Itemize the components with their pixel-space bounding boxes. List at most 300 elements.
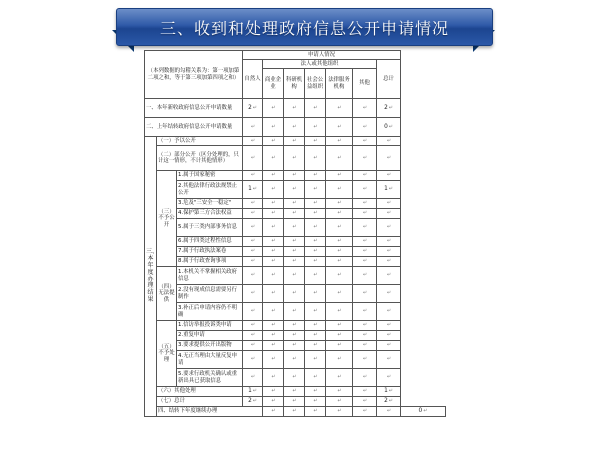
paragraph-mark: ↵ (337, 272, 342, 279)
value-cell (353, 321, 377, 331)
value-cell (284, 219, 305, 237)
paragraph-mark: ↵ (250, 224, 256, 231)
paragraph-mark: ↵ (313, 342, 318, 349)
paragraph-mark: ↵ (386, 172, 392, 179)
paragraph-mark: ↵ (386, 408, 392, 415)
row-label: 四、结转下年度继续办理 (157, 407, 263, 417)
value-cell (263, 181, 284, 199)
table-row (145, 369, 446, 387)
paragraph-mark: ↵ (337, 172, 342, 179)
row-label: 二、上年结转政府信息公开申请数量 (145, 118, 243, 137)
value-cell (243, 137, 263, 146)
paragraph-mark: ↵ (386, 356, 392, 363)
value-cell (377, 369, 401, 387)
row-label: 2.重复申请 (177, 331, 243, 341)
table-row (145, 387, 446, 397)
table-row (145, 285, 446, 303)
value-cell (263, 285, 284, 303)
header-research: 科研机构 (284, 69, 305, 99)
group-label: （四）无法提供 (157, 267, 177, 321)
paragraph-mark: ↵ (292, 154, 297, 161)
value-cell (305, 99, 326, 118)
paragraph-mark: ↵ (362, 186, 368, 193)
paragraph-mark: ↵ (388, 186, 393, 193)
paragraph-mark: ↵ (362, 154, 368, 161)
value-cell (353, 285, 377, 303)
table-row (145, 303, 446, 321)
paragraph-mark: ↵ (292, 272, 297, 279)
paragraph-mark: ↵ (386, 137, 392, 144)
paragraph-mark: ↵ (252, 104, 257, 111)
value-cell (305, 257, 326, 267)
paragraph-mark: ↵ (362, 248, 368, 255)
value-cell (263, 351, 284, 369)
paragraph-mark: ↵ (313, 186, 318, 193)
value-cell (305, 341, 326, 351)
value-cell (353, 387, 377, 397)
paragraph-mark: ↵ (271, 224, 276, 231)
value-cell (263, 331, 284, 341)
value-cell (243, 387, 263, 397)
paragraph-mark: ↵ (271, 290, 276, 297)
paragraph-mark: ↵ (386, 342, 392, 349)
value-cell (353, 171, 377, 181)
paragraph-mark: ↵ (337, 322, 342, 329)
statistics-table-container (144, 50, 446, 417)
paragraph-mark: ↵ (250, 200, 256, 207)
value-cell (326, 407, 353, 417)
value-cell (377, 181, 401, 199)
value-cell (305, 171, 326, 181)
value-cell (243, 369, 263, 387)
value-cell (353, 209, 377, 219)
paragraph-mark: ↵ (250, 172, 256, 179)
paragraph-mark: ↵ (386, 308, 392, 315)
value-cell (243, 171, 263, 181)
table-row (145, 219, 446, 237)
table-row (145, 247, 446, 257)
value-cell (243, 267, 263, 285)
paragraph-mark: ↵ (250, 123, 256, 130)
value-cell (263, 267, 284, 285)
value-cell (243, 99, 263, 118)
value-cell (263, 99, 284, 118)
paragraph-mark: ↵ (337, 123, 342, 130)
value-cell (377, 285, 401, 303)
paragraph-mark: ↵ (362, 290, 368, 297)
row-label: 1.信访举报投诉类申请 (177, 321, 243, 331)
paragraph-mark: ↵ (337, 238, 342, 245)
header-applicant-group: 申请人情况 (243, 51, 401, 60)
paragraph-mark: ↵ (386, 224, 392, 231)
paragraph-mark: ↵ (386, 154, 392, 161)
value-cell (326, 257, 353, 267)
paragraph-mark: ↵ (362, 210, 368, 217)
paragraph-mark: ↵ (250, 342, 256, 349)
value-cell (377, 237, 401, 247)
table-row (145, 331, 446, 341)
row-label: 1.本机关不掌握相关政府信息 (177, 267, 243, 285)
paragraph-mark: ↵ (362, 342, 368, 349)
paragraph-mark: ↵ (313, 272, 318, 279)
value-cell (243, 303, 263, 321)
paragraph-mark: ↵ (386, 238, 392, 245)
value-cell (353, 137, 377, 146)
value-cell (263, 237, 284, 247)
paragraph-mark: ↵ (271, 154, 276, 161)
value-cell (263, 219, 284, 237)
value-cell (326, 99, 353, 118)
table-row (145, 257, 446, 267)
value-cell (353, 267, 377, 285)
paragraph-mark: ↵ (337, 388, 342, 395)
paragraph-mark: ↵ (292, 356, 297, 363)
value-cell (263, 303, 284, 321)
cell-value: 1 (384, 388, 388, 395)
paragraph-mark: ↵ (386, 248, 392, 255)
value-cell (243, 181, 263, 199)
value-cell (326, 397, 353, 407)
paragraph-mark: ↵ (292, 172, 297, 179)
value-cell (377, 209, 401, 219)
statistics-table (144, 50, 446, 417)
value-cell (353, 118, 377, 137)
value-cell (284, 99, 305, 118)
paragraph-mark: ↵ (386, 272, 392, 279)
paragraph-mark: ↵ (250, 238, 256, 245)
paragraph-mark: ↵ (423, 408, 428, 415)
paragraph-mark: ↵ (362, 332, 368, 339)
paragraph-mark: ↵ (313, 224, 318, 231)
paragraph-mark: ↵ (337, 290, 342, 297)
value-cell (305, 118, 326, 137)
paragraph-mark: ↵ (362, 224, 368, 231)
paragraph-mark: ↵ (292, 290, 297, 297)
value-cell (353, 303, 377, 321)
paragraph-mark: ↵ (292, 137, 297, 144)
paragraph-mark: ↵ (386, 374, 392, 381)
value-cell (353, 369, 377, 387)
paragraph-mark: ↵ (292, 248, 297, 255)
value-cell (263, 397, 284, 407)
paragraph-mark: ↵ (313, 172, 318, 179)
row-label: 5.属于三类内部事务信息 (177, 219, 243, 237)
paragraph-mark: ↵ (362, 272, 368, 279)
value-cell (377, 199, 401, 209)
value-cell (284, 137, 305, 146)
value-cell (377, 171, 401, 181)
value-cell (243, 331, 263, 341)
paragraph-mark: ↵ (362, 374, 368, 381)
value-cell (284, 285, 305, 303)
value-cell (377, 247, 401, 257)
value-cell (243, 351, 263, 369)
row-label: （六）其他处理 (157, 387, 243, 397)
paragraph-mark: ↵ (337, 224, 342, 231)
value-cell (284, 407, 305, 417)
value-cell (353, 331, 377, 341)
paragraph-mark: ↵ (250, 258, 256, 265)
paragraph-mark: ↵ (386, 290, 392, 297)
value-cell (263, 171, 284, 181)
value-cell (377, 267, 401, 285)
value-cell (326, 219, 353, 237)
paragraph-mark: ↵ (362, 137, 368, 144)
paragraph-mark: ↵ (337, 408, 342, 415)
paragraph-mark: ↵ (250, 322, 256, 329)
row-label: （二）部分公开（区分处理的，只计这一情形，不计其他情形） (157, 146, 243, 171)
paragraph-mark: ↵ (292, 342, 297, 349)
paragraph-mark: ↵ (337, 374, 342, 381)
value-cell (243, 146, 263, 171)
value-cell (377, 407, 401, 417)
paragraph-mark: ↵ (313, 308, 318, 315)
paragraph-mark: ↵ (337, 210, 342, 217)
value-cell (284, 331, 305, 341)
paragraph-mark: ↵ (386, 200, 392, 207)
paragraph-mark: ↵ (292, 398, 297, 405)
table-row (145, 118, 446, 137)
paragraph-mark: ↵ (313, 374, 318, 381)
paragraph-mark: ↵ (250, 248, 256, 255)
paragraph-mark: ↵ (250, 290, 256, 297)
value-cell (305, 237, 326, 247)
value-cell (284, 267, 305, 285)
paragraph-mark: ↵ (386, 210, 392, 217)
table-row (145, 237, 446, 247)
header-social-welfare: 社会公益组织 (305, 69, 326, 99)
value-cell (263, 257, 284, 267)
paragraph-mark: ↵ (388, 123, 393, 130)
value-cell (326, 247, 353, 257)
header-natural-person: 自然人 (243, 60, 263, 99)
paragraph-mark: ↵ (388, 104, 393, 111)
paragraph-mark: ↵ (271, 137, 276, 144)
paragraph-mark: ↵ (313, 408, 318, 415)
value-cell (353, 257, 377, 267)
paragraph-mark: ↵ (292, 210, 297, 217)
value-cell (305, 321, 326, 331)
row-label: 4.保护第三方合法权益 (177, 209, 243, 219)
paragraph-mark: ↵ (362, 200, 368, 207)
value-cell (243, 237, 263, 247)
value-cell (326, 331, 353, 341)
value-cell (326, 171, 353, 181)
cell-value: 2 (384, 398, 388, 405)
value-cell (284, 247, 305, 257)
paragraph-mark: ↵ (271, 172, 276, 179)
paragraph-mark: ↵ (271, 123, 276, 130)
cell-value: 2 (248, 104, 252, 111)
paragraph-mark: ↵ (313, 258, 318, 265)
paragraph-mark: ↵ (337, 398, 342, 405)
value-cell (305, 285, 326, 303)
paragraph-mark: ↵ (271, 332, 276, 339)
paragraph-mark: ↵ (250, 154, 256, 161)
value-cell (377, 341, 401, 351)
paragraph-mark: ↵ (337, 332, 342, 339)
paragraph-mark: ↵ (313, 137, 318, 144)
table-row (145, 209, 446, 219)
value-cell (353, 341, 377, 351)
paragraph-mark: ↵ (337, 200, 342, 207)
value-cell (243, 285, 263, 303)
value-cell (243, 199, 263, 209)
table-row (145, 137, 446, 146)
paragraph-mark: ↵ (337, 356, 342, 363)
cell-value: 1 (248, 186, 252, 193)
paragraph-mark: ↵ (313, 104, 318, 111)
paragraph-mark: ↵ (271, 272, 276, 279)
paragraph-mark: ↵ (362, 322, 368, 329)
value-cell (326, 285, 353, 303)
value-cell (305, 387, 326, 397)
value-cell (353, 237, 377, 247)
paragraph-mark: ↵ (271, 258, 276, 265)
cell-value: 1 (248, 388, 252, 395)
paragraph-mark: ↵ (313, 123, 318, 130)
value-cell (284, 397, 305, 407)
paragraph-mark: ↵ (271, 408, 276, 415)
paragraph-mark: ↵ (271, 322, 276, 329)
value-cell (243, 219, 263, 237)
paragraph-mark: ↵ (292, 408, 297, 415)
group-label: （三）不予公开 (157, 171, 177, 267)
value-cell (263, 341, 284, 351)
value-cell (284, 237, 305, 247)
value-cell (263, 118, 284, 137)
value-cell (263, 209, 284, 219)
value-cell (243, 118, 263, 137)
value-cell (326, 118, 353, 137)
row-label: 3.危及"三安全一稳定" (177, 199, 243, 209)
paragraph-mark: ↵ (292, 332, 297, 339)
paragraph-mark: ↵ (313, 356, 318, 363)
value-cell (305, 247, 326, 257)
paragraph-mark: ↵ (313, 398, 318, 405)
paragraph-mark: ↵ (271, 356, 276, 363)
cell-value: 1 (384, 186, 388, 193)
paragraph-mark: ↵ (313, 154, 318, 161)
title-banner (112, 4, 495, 48)
paragraph-mark: ↵ (271, 342, 276, 349)
paragraph-mark: ↵ (386, 332, 392, 339)
value-cell (353, 219, 377, 237)
cell-value: 0 (384, 123, 388, 130)
row-label: 6.属于四类过程性信息 (177, 237, 243, 247)
value-cell (377, 351, 401, 369)
paragraph-mark: ↵ (313, 332, 318, 339)
cell-value: 2 (248, 398, 252, 405)
value-cell (326, 146, 353, 171)
value-cell (284, 257, 305, 267)
table-row (145, 146, 446, 171)
value-cell (326, 387, 353, 397)
value-cell (284, 351, 305, 369)
paragraph-mark: ↵ (292, 186, 297, 193)
value-cell (305, 146, 326, 171)
value-cell (243, 257, 263, 267)
table-row (145, 397, 446, 407)
value-cell (353, 397, 377, 407)
paragraph-mark: ↵ (292, 224, 297, 231)
paragraph-mark: ↵ (252, 186, 257, 193)
value-cell (305, 199, 326, 209)
row-label: 7.属于行政执法案卷 (177, 247, 243, 257)
value-cell (377, 397, 401, 407)
value-cell (353, 247, 377, 257)
value-cell (326, 341, 353, 351)
row-label: 1.属于国家秘密 (177, 171, 243, 181)
value-cell (305, 219, 326, 237)
value-cell (326, 181, 353, 199)
row-label: 2.没有现成信息需要另行制作 (177, 285, 243, 303)
value-cell (284, 387, 305, 397)
table-row (145, 351, 446, 369)
group-label: （五）不予处理 (157, 321, 177, 387)
row-label: 8.属于行政查询事项 (177, 257, 243, 267)
value-cell (263, 146, 284, 171)
value-cell (284, 341, 305, 351)
value-cell (263, 247, 284, 257)
value-cell (263, 407, 284, 417)
value-cell (305, 331, 326, 341)
paragraph-mark: ↵ (292, 374, 297, 381)
paragraph-mark: ↵ (292, 308, 297, 315)
value-cell (284, 209, 305, 219)
value-cell (377, 219, 401, 237)
value-cell (305, 397, 326, 407)
paragraph-mark: ↵ (362, 258, 368, 265)
paragraph-mark: ↵ (252, 388, 257, 395)
value-cell (284, 303, 305, 321)
value-cell (243, 247, 263, 257)
paragraph-mark: ↵ (362, 238, 368, 245)
value-cell (284, 321, 305, 331)
value-cell (377, 331, 401, 341)
value-cell (326, 369, 353, 387)
paragraph-mark: ↵ (292, 104, 297, 111)
paragraph-mark: ↵ (337, 137, 342, 144)
paragraph-mark: ↵ (337, 258, 342, 265)
paragraph-mark: ↵ (250, 210, 256, 217)
paragraph-mark: ↵ (337, 308, 342, 315)
paragraph-mark: ↵ (362, 172, 368, 179)
paragraph-mark: ↵ (271, 248, 276, 255)
paragraph-mark: ↵ (250, 137, 256, 144)
header-legal-entity-group: 法人或其他组织 (263, 60, 377, 69)
value-cell (263, 387, 284, 397)
value-cell (284, 181, 305, 199)
paragraph-mark: ↵ (271, 398, 276, 405)
paragraph-mark: ↵ (313, 238, 318, 245)
paragraph-mark: ↵ (313, 290, 318, 297)
paragraph-mark: ↵ (292, 238, 297, 245)
row-label: （一）予以公开 (157, 137, 243, 146)
row-label: 2.其他法律行政法规禁止公开 (177, 181, 243, 199)
value-cell (353, 351, 377, 369)
value-cell (305, 351, 326, 369)
value-cell (377, 321, 401, 331)
paragraph-mark: ↵ (292, 322, 297, 329)
value-cell (263, 321, 284, 331)
table-row (145, 181, 446, 199)
paragraph-mark: ↵ (362, 388, 368, 395)
table-row (145, 321, 446, 331)
value-cell (284, 146, 305, 171)
paragraph-mark: ↵ (337, 248, 342, 255)
value-cell (377, 146, 401, 171)
